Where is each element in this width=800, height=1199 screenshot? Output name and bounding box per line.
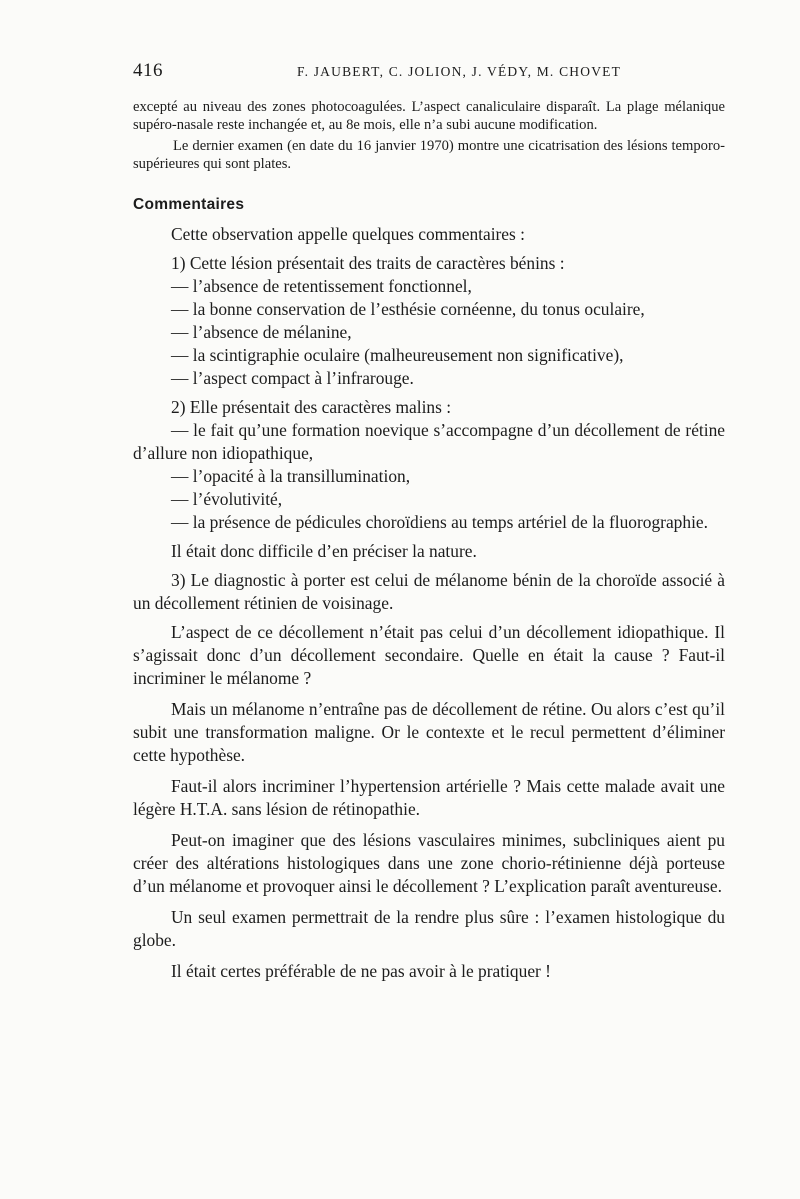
intro-paragraph: excepté au niveau des zones photocoagulées. L’aspect canaliculaire disparaît. La plage mélanique supéro-nasale reste inchangée et, au 8e mois, elle n’a subi aucune modification. bbox=[133, 99, 725, 133]
body-paragraph: Cette observation appelle quelques commentaires : bbox=[171, 224, 525, 244]
section-body bbox=[133, 223, 725, 983]
intro-text bbox=[133, 98, 725, 173]
body-paragraph: L’aspect de ce décollement n’était pas celui d’un décollement idiopathique. Il s’agissait donc d’un décollement secondaire. Quelle en était la cause ? Faut-il incriminer le mélanome ? bbox=[133, 622, 725, 688]
list-item: — l’évolutivité, bbox=[171, 489, 283, 509]
body-paragraph: 1) Cette lésion présentait des traits de caractères bénins : bbox=[171, 253, 565, 273]
body-paragraph: Peut-on imaginer que des lésions vasculaires minimes, subcliniques aient pu créer des altérations histologiques dans une zone chorio-rétinienne déjà porteuse d’un mélanome et provoquer ainsi le décollement ? L’explication paraît aventureuse. bbox=[133, 830, 725, 896]
page-header bbox=[133, 60, 725, 86]
body-paragraph: Il était donc difficile d’en préciser la nature. bbox=[171, 541, 477, 561]
list-item: — l’opacité à la transillumination, bbox=[171, 466, 411, 486]
list-item: — l’aspect compact à l’infrarouge. bbox=[171, 368, 414, 388]
list-item: — l’absence de retentissement fonctionnel, bbox=[171, 276, 472, 296]
body-paragraph: 3) Le diagnostic à porter est celui de mélanome bénin de la choroïde associé à un décollement rétinien de voisinage. bbox=[133, 570, 725, 613]
body-paragraph: Faut-il alors incriminer l’hypertension artérielle ? Mais cette malade avait une légère H.T.A. sans lésion de rétinopathie. bbox=[133, 776, 725, 819]
body-paragraph: Il était certes préférable de ne pas avoir à le pratiquer ! bbox=[171, 961, 551, 981]
running-head-authors: F. JAUBERT, C. JOLION, J. VÉDY, M. CHOVET bbox=[296, 64, 622, 79]
list-item: — la scintigraphie oculaire (malheureusement non significative), bbox=[171, 345, 624, 365]
intro-paragraph: Le dernier examen (en date du 16 janvier 1970) montre une cicatrisation des lésions temporo-supérieures qui sont plates. bbox=[133, 138, 725, 172]
body-paragraph: Un seul examen permettrait de la rendre plus sûre : l’examen histologique du globe. bbox=[133, 907, 725, 950]
body-paragraph: 2) Elle présentait des caractères malins : bbox=[171, 397, 452, 417]
body-paragraph: Mais un mélanome n’entraîne pas de décollement de rétine. Ou alors c’est qu’il subit une transformation maligne. Or le contexte et le recul permettent d’éliminer cette hypothèse. bbox=[133, 699, 725, 765]
list-item: — la bonne conservation de l’esthésie cornéenne, du tonus oculaire, bbox=[171, 299, 645, 319]
list-item: — l’absence de mélanine, bbox=[171, 322, 352, 342]
page-number: 416 bbox=[133, 60, 163, 81]
list-item: — le fait qu’une formation noevique s’accompagne d’un décollement de rétine d’allure non idiopathique, bbox=[133, 420, 725, 463]
list-item: — la présence de pédicules choroïdiens au temps artériel de la fluorographie. bbox=[171, 512, 708, 532]
section-heading: Commentaires bbox=[133, 196, 245, 213]
